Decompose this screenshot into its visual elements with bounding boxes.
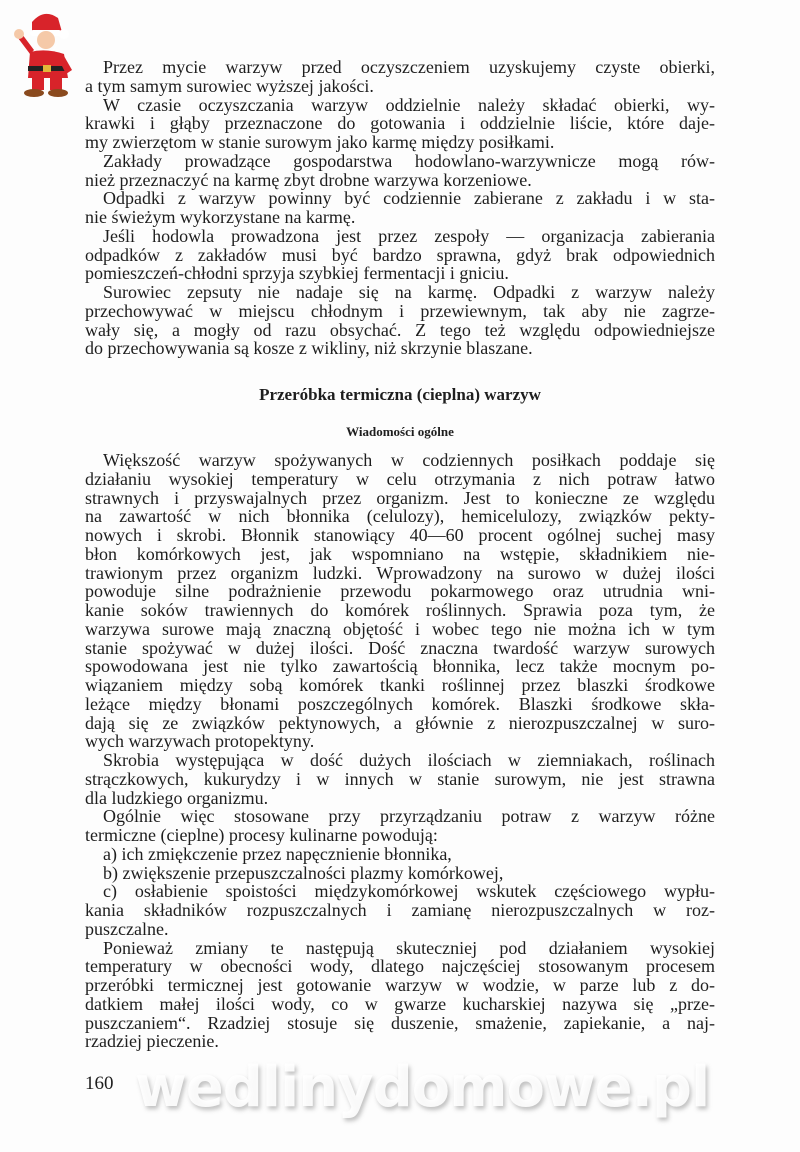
text-line: Zakłady prowadzące gospodarstwa hodowlano-warzywnicze mogą rów- (103, 150, 715, 171)
text-line: strawnych i przyswajalnych przez organizm. Jest to konieczne ze względu (85, 487, 715, 508)
text-line: Odpadki z warzyw powinny być codziennie zabierane z zakładu i w sta- (103, 188, 715, 209)
text-line: nowych i skrobi. Błonnik stanowiący 40—60 procent ogólnej suchej masy (85, 525, 715, 545)
text-line: powoduje silne podrażnienie przewodu pokarmowego oraz utrudnia wni- (85, 581, 715, 602)
text-line: kanie soków trawiennych do komórek roślinnych. Sprawia poza tym, że (85, 600, 715, 620)
watermark: wedlinydomowe.pl (135, 1055, 710, 1120)
text-line: Ogólnie więc stosowane przy przyrządzaniu potraw z warzyw różne (103, 806, 715, 827)
paragraph (85, 96, 715, 152)
text-line: rzadziej pieczenie. (85, 1031, 219, 1052)
text-line: na zawartość w nich błonnika (celulozy), hemicelulozy, związków pekty- (85, 506, 715, 527)
text-line: do przechowywania są kosze z wikliny, niż skrzynie blaszane. (85, 338, 533, 359)
text-line: dają się ze związków pektynowych, a głównie z nierozpuszczalnej w suro- (85, 712, 715, 733)
text-line: krawki i głąby przeznaczone do gotowania i oddzielnie liście, które daje- (85, 113, 715, 134)
text-line: nie świeżym wykorzystane na karmę. (85, 207, 356, 227)
text-line: przechowywać w miejscu chłodnym i przewiewnym, tak aby nie zagrze- (85, 300, 715, 321)
text-line: wiązaniem między sobą komórek tkanki roślinnej przez blaszki środkowe (85, 675, 715, 695)
text-line: wych warzywach protopektyny. (85, 731, 315, 752)
text-line: my zwierzętom w stanie surowym jako karmę między posiłkami. (85, 132, 555, 152)
text-line: temperatury w obecności wody, dlatego najczęściej stosowanym procesem (85, 956, 715, 977)
paragraph (85, 152, 715, 190)
paragraph (85, 227, 715, 283)
paragraph (85, 451, 715, 751)
text-line: Surowiec zepsuty nie nadaje się na karmę. Odpadki z warzyw należy (103, 282, 715, 302)
text-line: c) osłabienie spoistości międzykomórkowej wskutek częściowego wypłu- (103, 881, 715, 902)
section-subheading: Wiadomości ogólne (346, 424, 454, 439)
text-line: puszczaniem“. Rzadziej stosuje się duszenie, smażenie, zapiekanie, a naj- (85, 1012, 715, 1033)
paragraph (85, 58, 715, 96)
text-line: stanie spożywać w dużej ilości. Dość znaczna twardość warzyw surowych (85, 637, 715, 658)
section-heading: Przeróbka termiczna (cieplna) warzyw (259, 385, 541, 404)
text-line: kania składników rozpuszczalnych i zamianę nierozpuszczalnych w roz- (85, 900, 715, 920)
text-line: odpadków z zakładów musi być bardzo sprawna, gdyż brak odpowiednich (85, 244, 715, 265)
text-line: spowodowana jest nie tylko zawartością błonnika, lecz także mocnym po- (85, 656, 715, 677)
section-2-body (85, 451, 715, 1051)
paragraph (85, 807, 715, 845)
paragraph (85, 283, 715, 358)
text-line: nież przeznaczyć na karmę zbyt drobne warzywa korzeniowe. (85, 169, 532, 190)
text-line: warzywa surowe mają znaczną objętość i wobec tego nie można ich w tym (85, 618, 715, 639)
paragraph (85, 845, 715, 864)
text-line: Skrobia występująca w dość dużych ilościach w ziemniakach, roślinach (103, 750, 715, 770)
text-line: Przez mycie warzyw przed oczyszczeniem uzyskujemy czyste obierki, (103, 57, 715, 77)
text-line: puszczalne. (85, 918, 169, 939)
text-line: Ponieważ zmiany te następują skuteczniej pod działaniem wysokiej (103, 937, 715, 958)
santa-clipart (10, 8, 78, 98)
text-line: leżące między błonami poszczególnych komórek. Blaszki środkowe skła- (85, 693, 715, 714)
text-line: wały się, a mogły od razu obsychać. Z tego też względu odpowiedniejsze (85, 319, 715, 340)
section-1-body (85, 58, 715, 358)
text-line: błon komórkowych jest, jak wspomniano na wstępie, składnikiem nie- (85, 543, 715, 564)
paragraph (85, 189, 715, 227)
paragraph (85, 882, 715, 938)
text-line: pomieszczeń-chłodni sprzyja szybkiej fermentacji i gniciu. (85, 263, 509, 284)
text-line: a) ich zmiękczenie przez napęcznienie błonnika, (103, 843, 452, 864)
text-line: Jeśli hodowla prowadzona jest przez zespoły — organizacja zabierania (103, 225, 715, 246)
paragraph (85, 751, 715, 807)
paragraph (85, 864, 715, 883)
text-line: przeróbki termicznej jest gotowanie warzyw w wodzie, w parze lub z do- (85, 975, 715, 995)
page-number: 160 (85, 1073, 114, 1094)
text-line: datkiem małej ilości wody, co w gwarze kucharskiej nazywa się „prze- (85, 993, 715, 1014)
text-line: strączkowych, kukurydzy i w innych w stanie surowym, nie jest strawna (85, 768, 715, 789)
text-line: działaniu wysokiej temperatury w celu otrzymania z nich potraw łatwo (85, 468, 715, 489)
text-line: trawionym przez organizm ludzki. Wprowadzony na surowo w dużej ilości (85, 562, 715, 583)
text-line: a tym samym surowiec wyższej jakości. (85, 75, 374, 96)
text-line: W czasie oczyszczania warzyw oddzielnie należy składać obierki, wy- (103, 94, 715, 115)
text-line: dla ludzkiego organizmu. (85, 787, 269, 808)
text-line: termiczne (cieplne) procesy kulinarne powodują: (85, 825, 438, 845)
text-line: b) zwiększenie przepuszczalności plazmy komórkowej, (103, 862, 504, 883)
text-line: Większość warzyw spożywanych w codziennych posiłkach poddaje się (103, 450, 715, 470)
paragraph (85, 939, 715, 1052)
